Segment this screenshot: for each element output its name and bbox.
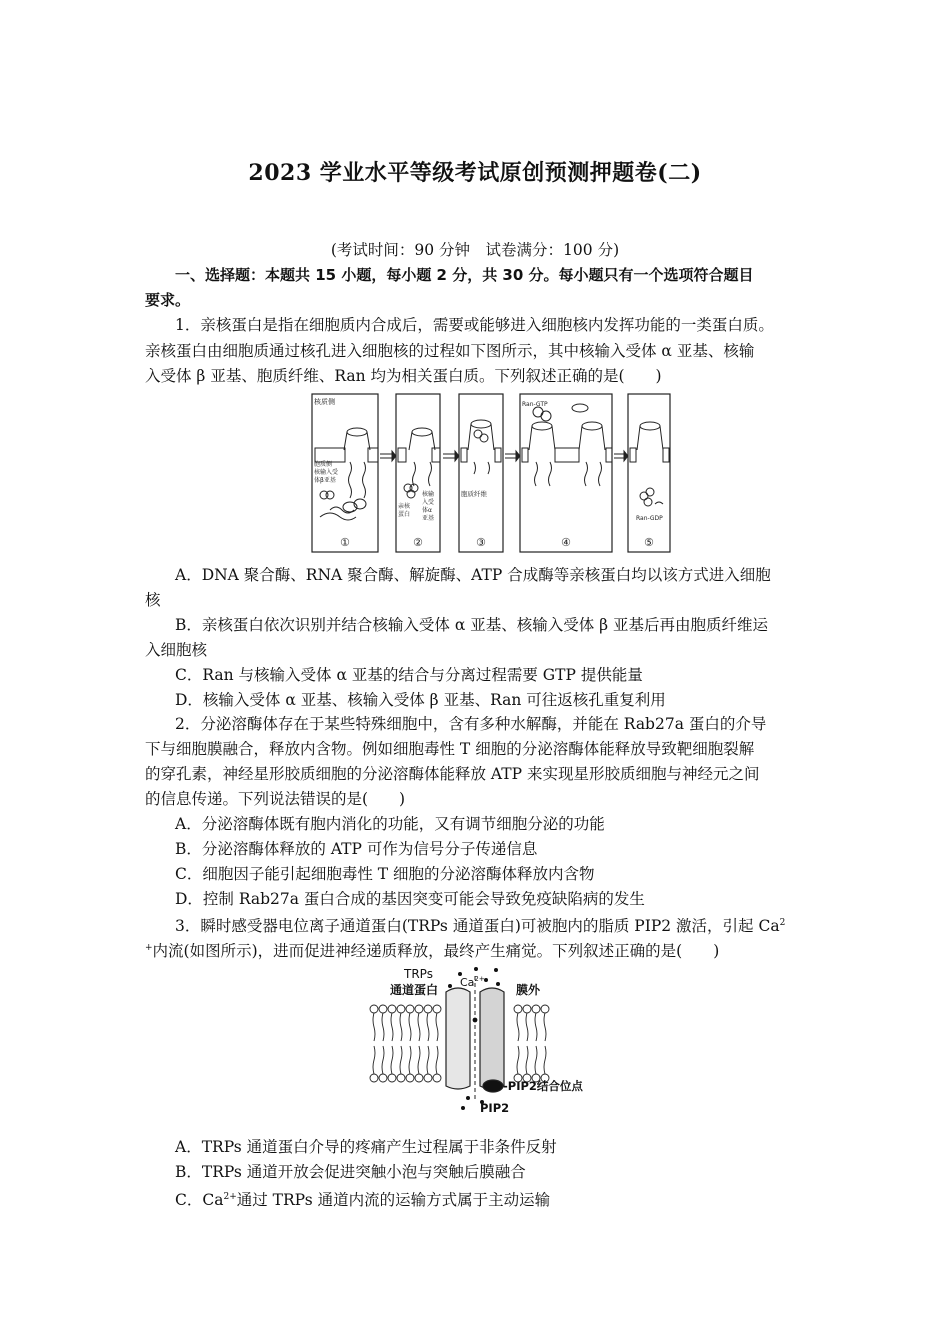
- panel-5-frame: [628, 394, 670, 552]
- panel-number: ⑤: [644, 536, 654, 549]
- q1-option-a: A．DNA 聚合酶、RNA 聚合酶、解旋酶、ATP 合成酶等亲核蛋白均以该方式进入细胞: [175, 566, 771, 584]
- panel2-label: 亚基: [422, 515, 435, 522]
- q3-stem-superscript: +: [145, 943, 153, 953]
- q3-stem-superscript: 2: [779, 918, 786, 928]
- section-heading-cont: 要求。: [145, 291, 191, 309]
- q3-trps-channel-figure: [368, 962, 608, 1122]
- q1-stem-line: 1．亲核蛋白是指在细胞质内合成后，需要或能够进入细胞核内发挥功能的一类蛋白质。: [175, 316, 774, 334]
- panel1-side-label: 胞质侧: [314, 461, 333, 468]
- panel2-label: 入受: [422, 499, 435, 506]
- page-title: 2023 学业水平等级考试原创预测押题卷(二): [248, 160, 702, 186]
- panel1-side-label: 核输入受: [314, 469, 339, 476]
- q1-nuclear-import-figure: [310, 392, 672, 556]
- q1-option-b: B．亲核蛋白依次识别并结合核输入受体 α 亚基、核输入受体 β 亚基后再由胞质纤维运: [175, 616, 769, 634]
- q1-option-c: C．Ran 与核输入受体 α 亚基的结合与分离过程需要 GTP 提供能量: [175, 666, 643, 684]
- q2-stem-line: 下与细胞膜融合，释放内含物。例如细胞毒性 T 细胞的分泌溶酶体能释放导致靶细胞裂解: [145, 740, 755, 758]
- q3-option-c-superscript: 2+: [223, 1192, 237, 1202]
- section-heading: 一、选择题：本题共 15 小题，每小题 2 分，共 30 分。每小题只有一个选项符合题目: [175, 266, 754, 284]
- trps-channel-protein: [446, 976, 504, 1100]
- q2-option-a: A．分泌溶酶体既有胞内消化的功能，又有调节细胞分泌的功能: [175, 815, 605, 833]
- panel-number: ③: [476, 536, 486, 549]
- q3-stem-text: 3．瞬时感受器电位离子通道蛋白(TRPs 通道蛋白)可被胞内的脂质 PIP2 激活，引起 Ca: [175, 917, 780, 935]
- panel-number: ④: [561, 536, 571, 549]
- q3-stem-line: [145, 938, 719, 961]
- panel3-label: 胞质纤维: [461, 490, 487, 498]
- panel2-label: 蛋白: [398, 511, 411, 518]
- q1-stem-line: 亲核蛋白由细胞质通过核孔进入细胞核的过程如下图所示，其中核输入受体 α 亚基、核输: [145, 342, 755, 360]
- q1-option-b-cont: 入细胞核: [145, 641, 208, 659]
- trps-label: TRPs: [404, 967, 433, 981]
- q2-option-b: B．分泌溶酶体释放的 ATP 可作为信号分子传递信息: [175, 840, 538, 858]
- q2-stem-line: 的信息传递。下列说法错误的是( ): [145, 790, 406, 808]
- panel2-label: 核输: [422, 491, 435, 498]
- q3-option-b: B．TRPs 通道开放会促进突触小泡与突触后膜融合: [175, 1163, 526, 1181]
- panel-number: ②: [413, 536, 423, 549]
- q3-stem-text: 内流(如图所示)，进而促进神经递质释放，最终产生痛觉。下列叙述正确的是( ): [152, 942, 720, 960]
- panel-4-frame: [520, 394, 612, 552]
- q1-option-d: D．核输入受体 α 亚基、核输入受体 β 亚基、Ran 可往返核孔重复利用: [175, 691, 666, 709]
- q2-stem-line: 2．分泌溶酶体存在于某些特殊细胞中，含有多种水解酶，并能在 Rab27a 蛋白的介导: [175, 715, 767, 733]
- q3-option-a: A．TRPs 通道蛋白介导的疼痛产生过程属于非条件反射: [175, 1138, 557, 1156]
- channel-protein-label: 通道蛋白: [390, 983, 439, 997]
- panel2-label: 体α: [422, 507, 432, 514]
- panel4-label: Ran-GTP: [522, 401, 548, 408]
- panel5-label: Ran-GDP: [636, 515, 663, 522]
- q3-option-c-text: 通过 TRPs 通道内流的运输方式属于主动运输: [236, 1191, 551, 1209]
- panel-3-frame: [459, 394, 503, 552]
- panel1-side-label: 体β亚基: [314, 477, 336, 484]
- pip2-label: PIP2: [480, 1101, 510, 1115]
- q3-option-c: [175, 1187, 550, 1210]
- q2-option-d: D．控制 Rab27a 蛋白合成的基因突变可能会导致免疫缺陷病的发生: [175, 890, 645, 908]
- ca-label: $Ca^{2+}$: [460, 975, 485, 989]
- panel-number: ①: [340, 536, 350, 549]
- q1-option-a-cont: 核: [145, 591, 161, 609]
- outside-membrane-label: 膜外: [516, 983, 541, 997]
- q1-stem-line: 入受体 β 亚基、胞质纤维、Ran 均为相关蛋白质。下列叙述正确的是( ): [145, 367, 662, 385]
- panel2-label: 亲核: [398, 503, 411, 510]
- pip2-binding-site-label: -PIP2结合位点: [503, 1079, 583, 1093]
- panel1-top-label: 核质侧: [314, 398, 335, 406]
- q2-stem-line: 的穿孔素，神经星形胶质细胞的分泌溶酶体能释放 ATP 来实现星形胶质细胞与神经元之间: [145, 765, 760, 783]
- panel-2-frame: [396, 394, 440, 552]
- q2-option-c: C．细胞因子能引起细胞毒性 T 细胞的分泌溶酶体释放内含物: [175, 865, 595, 883]
- q3-stem-line: [175, 913, 785, 936]
- exam-info: (考试时间：90 分钟 试卷满分：100 分): [330, 241, 620, 259]
- q3-option-c-prefix: C．Ca: [175, 1191, 224, 1209]
